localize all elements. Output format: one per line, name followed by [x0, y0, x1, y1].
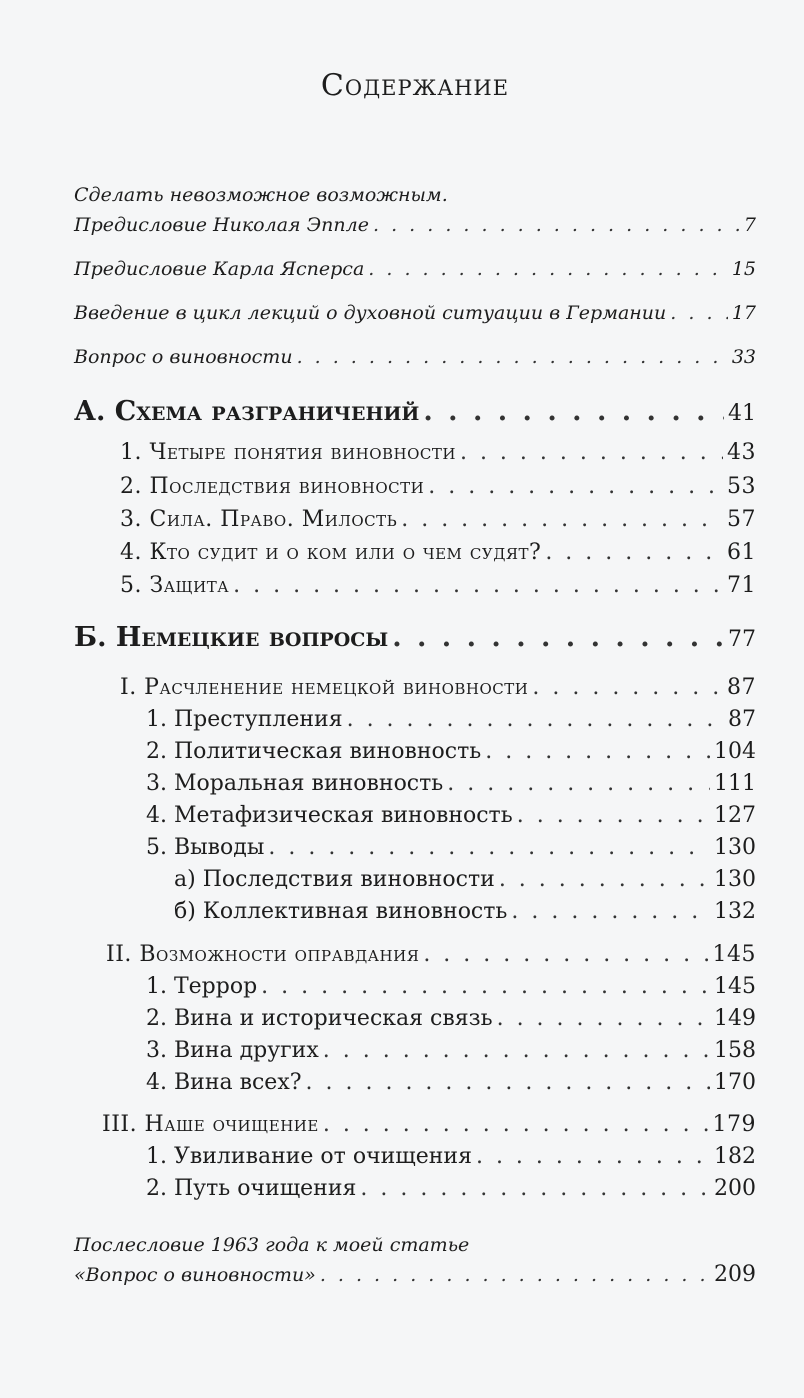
toc-entry-line1: Послесловие 1963 года к моей статье — [74, 1234, 470, 1256]
toc-entry[interactable]: Предисловие Карла Ясперса . . . 15 — [74, 258, 756, 280]
toc-entry[interactable]: 4. Метафизическая виновность . . . 127 — [146, 803, 756, 828]
toc-entry-line1: Сделать невозможное возможным. — [74, 184, 448, 206]
toc-entry[interactable]: 2. Политическая виновность . . . 104 — [146, 739, 756, 764]
toc-entry[interactable]: Вопрос о виновности . . . 33 — [74, 346, 756, 368]
toc-entry[interactable]: 1. Увиливание от очищения . . . 182 — [146, 1144, 756, 1169]
toc-section-b[interactable]: Б. Немецкие вопросы . . . 77 — [74, 622, 756, 653]
toc-entry[interactable]: «Вопрос о виновности» . . . 209 — [74, 1262, 756, 1287]
toc-entry[interactable]: Введение в цикл лекций о духовной ситуации в Германии . . . 17 — [74, 302, 756, 324]
toc-entry[interactable]: 3. Сила. Право. Милость . . . 57 — [120, 507, 756, 532]
toc-entry[interactable]: 3. Вина других . . . 158 — [146, 1038, 756, 1063]
toc-entry[interactable]: 1. Террор . . . 145 — [146, 974, 756, 999]
toc-section-a[interactable]: А. Схема разграничений . . . 41 — [74, 396, 756, 427]
toc-entry[interactable]: 2. Вина и историческая связь . . . 149 — [146, 1006, 756, 1031]
toc-entry[interactable]: 5. Выводы . . . 130 — [146, 835, 756, 860]
toc-entry[interactable]: 1. Четыре понятия виновности . . . 43 — [120, 440, 756, 465]
page-title: Содержание — [320, 68, 510, 103]
toc-entry[interactable]: б) Коллективная виновность . . . 132 — [174, 899, 756, 924]
toc-chapter[interactable]: I. Расчленение немецкой виновности . . . 87 — [120, 675, 756, 700]
toc-entry[interactable]: 2. Путь очищения . . . 200 — [146, 1176, 756, 1201]
toc-chapter[interactable]: II. Возможности оправдания . . . 145 — [106, 942, 756, 967]
toc-entry[interactable]: Предисловие Николая Эппле . . . 7 — [74, 214, 756, 236]
toc-entry[interactable]: 4. Кто судит и о ком или о чем судят? . . . 61 — [120, 540, 756, 565]
toc-entry[interactable]: 3. Моральная виновность . . . 111 — [146, 771, 756, 796]
toc-entry[interactable]: 2. Последствия виновности . . . 53 — [120, 474, 756, 499]
toc-entry[interactable]: 1. Преступления . . . 87 — [146, 707, 756, 732]
toc-entry[interactable]: а) Последствия виновности . . . 130 — [174, 867, 756, 892]
toc-entry[interactable]: 5. Защита . . . 71 — [120, 573, 756, 598]
toc-entry[interactable]: 4. Вина всех? . . . 170 — [146, 1070, 756, 1095]
toc-chapter[interactable]: III. Наше очищение . . . 179 — [102, 1112, 756, 1137]
